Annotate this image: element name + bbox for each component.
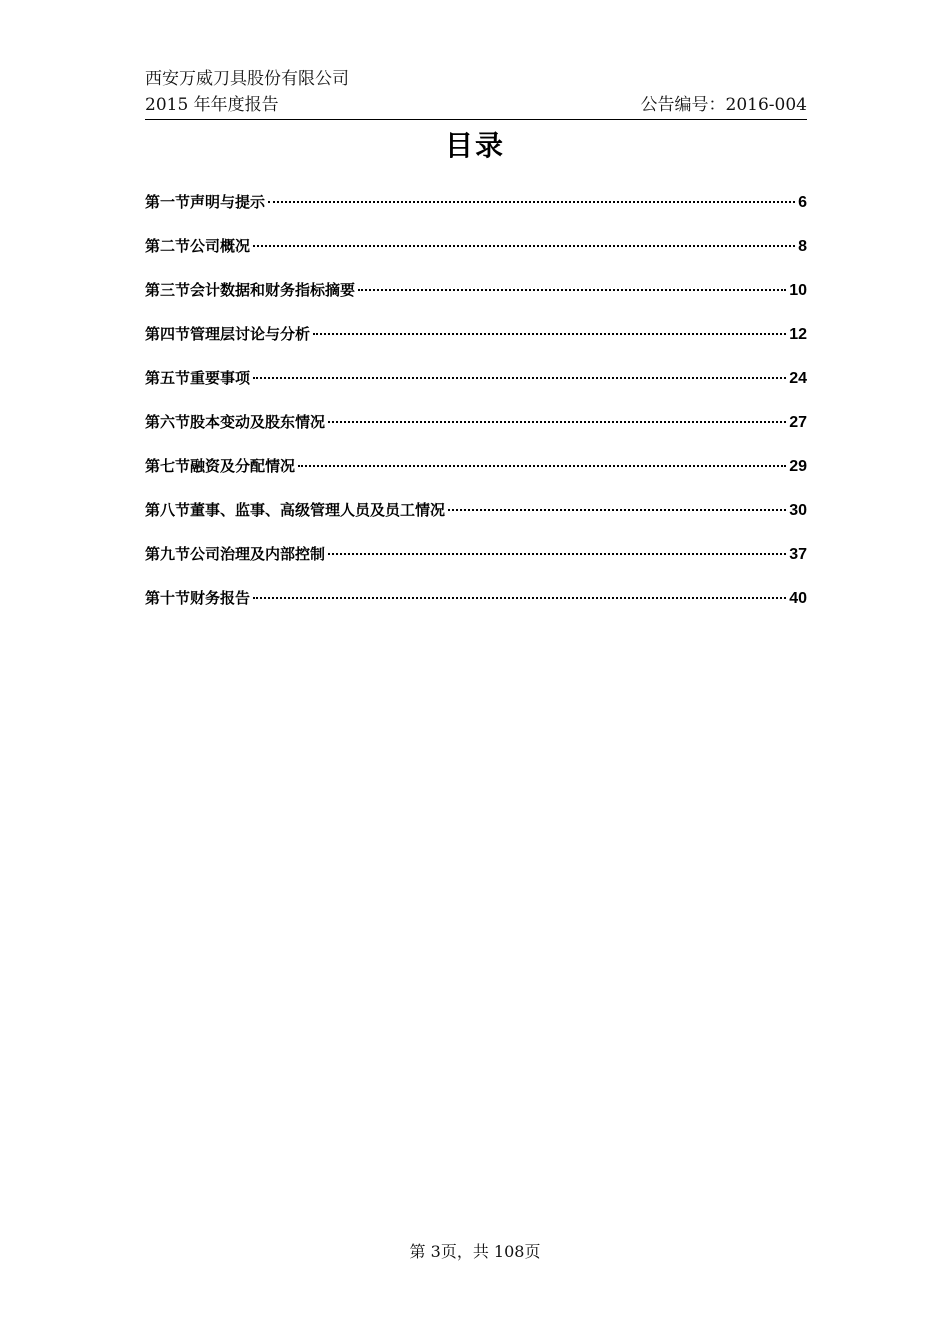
toc-item-page: 10 xyxy=(789,282,807,299)
toc-dot-leader xyxy=(268,201,795,203)
toc-dot-leader xyxy=(313,333,786,335)
toc-item[interactable] xyxy=(145,234,807,278)
toc-item-label: 第七节融资及分配情况 xyxy=(145,457,296,475)
toc-item-page: 27 xyxy=(789,414,807,431)
toc-item-label: 第五节重要事项 xyxy=(145,369,251,387)
toc-item[interactable] xyxy=(145,410,807,454)
toc-item[interactable] xyxy=(145,586,807,630)
toc-item-label: 第二节公司概况 xyxy=(145,237,251,255)
company-name: 西安万威刀具股份有限公司 xyxy=(145,69,349,89)
toc-dot-leader xyxy=(328,553,786,555)
header-row xyxy=(145,92,807,120)
toc-item[interactable] xyxy=(145,498,807,542)
toc-item[interactable] xyxy=(145,454,807,498)
toc-item[interactable] xyxy=(145,278,807,322)
toc-dot-leader xyxy=(298,465,786,467)
page-footer: 第 3页，共 108页 xyxy=(409,1242,541,1261)
toc-item-label: 第三节会计数据和财务指标摘要 xyxy=(145,281,356,299)
toc-item[interactable] xyxy=(145,322,807,366)
toc-item-page: 30 xyxy=(789,502,807,519)
toc-item-label: 第一节声明与提示 xyxy=(145,193,266,211)
toc-dot-leader xyxy=(253,245,795,247)
toc-item-page: 29 xyxy=(789,458,807,475)
toc-item-page: 40 xyxy=(789,590,807,607)
page-header xyxy=(145,66,807,120)
toc-dot-leader xyxy=(253,597,786,599)
toc-item-page: 6 xyxy=(798,194,807,211)
toc-item-page: 37 xyxy=(789,546,807,563)
toc-item-label: 第六节股本变动及股东情况 xyxy=(145,413,326,431)
toc-item-label: 第九节公司治理及内部控制 xyxy=(145,545,326,563)
toc-item[interactable] xyxy=(145,190,807,234)
toc-item-label: 第十节财务报告 xyxy=(145,589,251,607)
toc-item-page: 8 xyxy=(798,238,807,255)
toc-item-page: 12 xyxy=(789,326,807,343)
toc-item[interactable] xyxy=(145,542,807,586)
toc-item-label: 第四节管理层讨论与分析 xyxy=(145,325,311,343)
toc-title: 目录 xyxy=(444,129,505,162)
toc-dot-leader xyxy=(358,289,786,291)
toc-dot-leader xyxy=(328,421,786,423)
table-of-contents xyxy=(145,190,807,630)
toc-item[interactable] xyxy=(145,366,807,410)
announcement-number: 公告编号：2016-004 xyxy=(640,95,807,115)
toc-dot-leader xyxy=(448,509,786,511)
toc-item-page: 24 xyxy=(789,370,807,387)
toc-dot-leader xyxy=(253,377,786,379)
toc-item-label: 第八节董事、监事、高级管理人员及员工情况 xyxy=(145,501,446,519)
report-title: 2015 年年度报告 xyxy=(145,95,279,115)
